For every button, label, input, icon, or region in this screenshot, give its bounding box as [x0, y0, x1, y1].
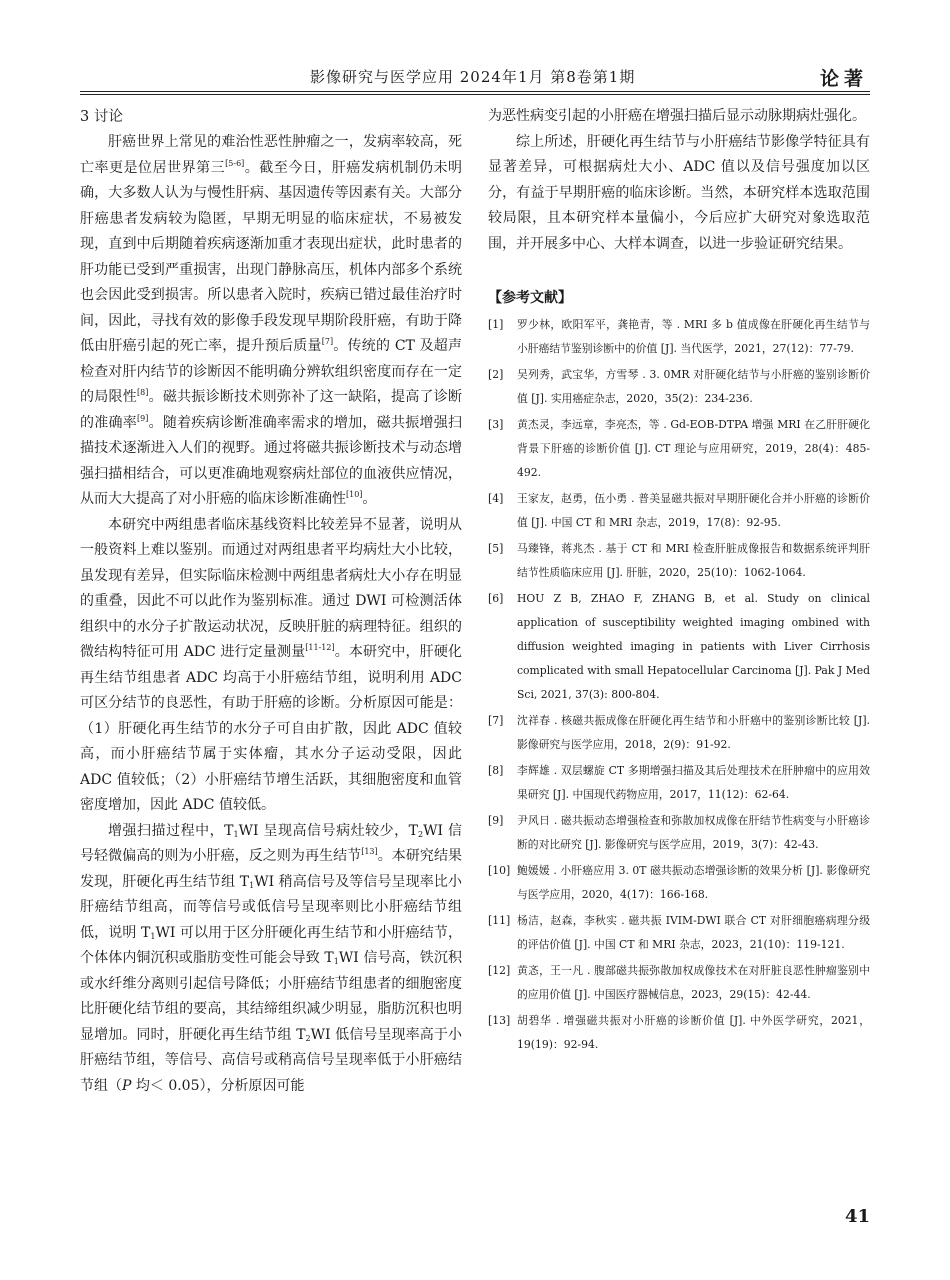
header-rule-thin — [80, 94, 870, 95]
reference-text: 黄杰灵，李远章，李亮杰，等 . Gd-EOB-DTPA 增强 MRI 在乙肝肝硬化背景下肝癌的诊断价值 [J]. CT 理论与应用研究，2019，28(4)：485-492. — [517, 418, 870, 479]
reference-number: [13] — [488, 1014, 511, 1027]
reference-text: 吴列秀，武宝华，方雪琴 . 3. 0MR 对肝硬化结节与小肝癌的鉴别诊断价值 [J]. 实用癌症杂志，2020，35(2)：234-236. — [517, 368, 870, 405]
reference-number: [10] — [488, 864, 511, 877]
reference-number: [9] — [488, 814, 504, 827]
citation: [9] — [137, 413, 149, 423]
reference-text: HOU Z B, ZHAO F, ZHANG B, et al. Study on clinical application of susceptibility weighted imaging ombined with diffusion weighted imaging in patients with Liver Cirrhosis complicated with small Hepatocellular Carcinoma [J]. Pak J Med Sci, 2021, 37(3): 800-804. — [517, 592, 870, 701]
reference-number: [3] — [488, 418, 504, 431]
text-run: WI 低信号呈现率高于小肝癌结节组，等信号、高信号或稍高信号呈现率低于小肝癌结节组（ — [80, 1026, 462, 1094]
text-run: WI 可以用于区分肝硬化再生结节和小肝癌结节，个体体内铜沉积或脂肪变性可能会导致 T — [80, 924, 462, 966]
section-tag: 论著 — [819, 68, 868, 90]
reference-number: [7] — [488, 714, 504, 727]
reference-text: 鲍媛媛 . 小肝癌应用 3. 0T 磁共振动态增强诊断的效果分析 [J]. 影像研究与医学应用，2020，4(17)：166-168. — [517, 864, 870, 901]
text-run: WI 信号轻微偏高的则为小肝癌，反之则为再生结节 — [80, 822, 462, 864]
reference-text: 杨洁，赵森，李秋实 . 磁共振 IVIM-DWI 联合 CT 对肝细胞癌病理分级的评估价值 [J]. 中国 CT 和 MRI 杂志，2023，21(10)：119-121. — [517, 914, 870, 951]
reference-number: [8] — [488, 764, 504, 777]
reference-text: 黄忞，王一凡 . 腹部磁共振弥散加权成像技术在对肝脏良恶性肿瘤鉴别中的应用价值 [J]. 中国医疗器械信息，2023，29(15)：42-44. — [517, 964, 870, 1001]
reference-item — [488, 1009, 870, 1057]
section-heading: 3 讨论 — [80, 109, 123, 125]
reference-text: 胡碧华 . 增强磁共振对小肝癌的诊断价值 [J]. 中外医学研究，2021，19(19)：92-94. — [517, 1014, 870, 1051]
page-number: 41 — [844, 1206, 870, 1227]
reference-item — [488, 537, 870, 585]
text-run: 。传统的 CT 及超声检查对肝内结节的诊断因不能明确分辨软组织密度而存在一定的局限性 — [80, 338, 463, 405]
text-run: 肝癌世界上常见的难治性恶性肿瘤之一，发病率较高，死亡率更是位居世界第三 — [80, 134, 462, 176]
citation: [10] — [346, 490, 363, 499]
text-run: 。 — [362, 491, 377, 507]
subscript: 2 — [418, 829, 424, 839]
text-run: WI 信号高，铁沉积或水纤维分离则引起信号降低；小肝癌结节组患者的细胞密度比肝硬化结节组的要高，其结缔组织减少明显，脂肪沉积也明显增加。同时，肝硬化再生结节组 T — [80, 950, 462, 1043]
header-rule-thick — [80, 91, 870, 92]
citation: [5-6] — [225, 158, 245, 168]
citation: [11-12] — [305, 643, 335, 652]
text-run: 。本研究中，肝硬化再生结节组患者 ADC 均高于小肝癌结节组，说明利用 ADC 可区分结节的良恶性，有助于肝癌的诊断。分析原因可能是：（1）肝硬化再生结节的水分子可自由扩散，因此 ADC 值较高，而小肝癌结节属于实体瘤，其水分子运动受限，因此 ADC 值较低；（2）小肝癌结节增生活跃，其细胞密度和血管密度增加，因此 ADC 值较低。 — [80, 644, 462, 813]
text-run: WI 稍高信号及等信号呈现率比小肝癌结节组高，而等信号或低信号呈现率则比小肝癌结节组低，说明 T — [80, 873, 462, 941]
reference-item — [488, 413, 870, 485]
paragraph-3 — [80, 819, 462, 1100]
reference-number: [11] — [488, 914, 511, 927]
reference-item — [488, 759, 870, 807]
reference-number: [5] — [488, 542, 504, 555]
reference-number: [2] — [488, 368, 504, 381]
reference-item — [488, 959, 870, 1007]
reference-text: 罗少林，欧阳军平，龚艳青，等 . MRI 多 b 值成像在肝硬化再生结节与小肝癌结节鉴别诊断中的价值 [J]. 当代医学，2021，27(12)：77-79. — [517, 318, 870, 355]
paragraph-1 — [80, 130, 462, 513]
text-run: WI 呈现高信号病灶较少，T — [238, 822, 419, 839]
reference-item — [488, 809, 870, 857]
text-run: 。随着疾病诊断准确率需求的增加，磁共振增强扫描技术逐渐进入人们的视野。通过将磁共振诊断技术与动态增强扫描相结合，可以更准确地观察病灶部位的血液供应情况，从而大大提高了对小肝癌的临床诊断准确性 — [80, 414, 463, 507]
reference-number: [12] — [488, 964, 511, 977]
subscript: 1 — [150, 931, 156, 941]
reference-number: [1] — [488, 318, 504, 331]
text-run: 增强扫描过程中，T — [108, 822, 234, 839]
reference-item — [488, 487, 870, 535]
references-title: 【参考文献】 — [488, 290, 572, 306]
paragraph-2 — [80, 513, 462, 819]
reference-item — [488, 587, 870, 707]
reference-text: 李辉雄 . 双层螺旋 CT 多期增强扫描及其后处理技术在肝肿瘤中的应用效果研究 [J]. 中国现代药物应用，2017，11(12)：62-64. — [517, 764, 870, 801]
running-header — [80, 64, 870, 90]
reference-text: 尹风日 . 磁共振动态增强检查和弥散加权成像在肝结节性病变与小肝癌诊断的对比研究 [J]. 影像研究与医学应用，2019，3(7)：42-43. — [517, 814, 870, 851]
citation: [7] — [321, 337, 334, 346]
paragraph-summary: 综上所述，肝硬化再生结节与小肝癌结节影像学特征具有显著差异，可根据病灶大小、ADC 值以及信号强度加以区分，有益于早期肝癌的临床诊断。当然，本研究样本选取范围较局限，且本研究样本量偏小，今后应扩大研究对象选取范围，并开展多中心、大样本调查，以进一步验证研究结果。 — [488, 133, 870, 252]
left-column — [80, 104, 462, 1099]
subscript: 2 — [305, 1033, 311, 1043]
text-run: 。本研究结果发现，肝硬化再生结节组 T — [80, 848, 463, 890]
citation: [13] — [361, 847, 378, 856]
subscript: 1 — [233, 829, 239, 839]
reference-item — [488, 909, 870, 957]
text-run: 均＜ 0.05），分析原因可能 — [131, 1077, 305, 1094]
journal-title: 影像研究与医学应用 2024年1月 第8卷第1期 — [310, 68, 636, 86]
reference-text: 王家友，赵勇，伍小勇 . 普美显磁共振对早期肝硬化合并小肝癌的诊断价值 [J]. 中国 CT 和 MRI 杂志，2019，17(8)：92-95. — [517, 492, 870, 529]
subscript: 1 — [249, 880, 255, 890]
reference-item — [488, 709, 870, 757]
citation: [8] — [137, 388, 149, 397]
reference-list — [488, 313, 870, 1057]
reference-number: [4] — [488, 492, 504, 505]
reference-number: [6] — [488, 592, 504, 605]
subscript: 1 — [333, 957, 339, 966]
right-column — [488, 104, 870, 1059]
reference-item — [488, 363, 870, 411]
reference-text: 马臻锋，蒋兆杰 . 基于 CT 和 MRI 检查肝脏成像报告和数据系统评判肝结节性质临床应用 [J]. 肝脏，2020，25(10)：1062-1064. — [517, 542, 870, 579]
text-run: 。截至今日，肝癌发病机制仍未明确，大多数人认为与慢性肝病、基因遗传等因素有关。大部分肝癌患者发病较为隐匿，早期无明显的临床症状，不易被发现，直到中后期随着疾病逐渐加重才表现出症状，此时患者的肝功能已受到严重损害，出现门静脉高压，机体内部多个系统也会因此受到损害。所以患者入院时，疾病已错过最佳治疗时间，因此，寻找有效的影像手段发现早期阶段肝癌，有助于降低由肝癌引起的死亡率，提升预后质量 — [80, 159, 463, 354]
italic-p: P — [122, 1077, 132, 1094]
reference-text: 沈祥春 . 核磁共振成像在肝硬化再生结节和小肝癌中的鉴别诊断比较 [J]. 影像研究与医学应用，2018，2(9)：91-92. — [517, 714, 870, 751]
reference-item — [488, 859, 870, 907]
text-run: 本研究中两组患者临床基线资料比较差异不显著，说明从一般资料上难以鉴别。而通过对两组患者平均病灶大小比较，虽发现有差异，但实际临床检测中两组患者病灶大小存在明显的重叠，因此不可以此作为鉴别标准。通过 DWI 可检测活体组织中的水分子扩散运动状况，反映肝脏的病理特征。组织的微结构特征可用 ADC 进行定量测量 — [80, 516, 462, 660]
paragraph-continued: 为恶性病变引起的小肝癌在增强扫描后显示动脉期病灶强化。 — [488, 108, 866, 124]
reference-item — [488, 313, 870, 361]
text-run: 。磁共振诊断技术则弥补了这一缺陷，提高了诊断的准确率 — [80, 389, 463, 431]
